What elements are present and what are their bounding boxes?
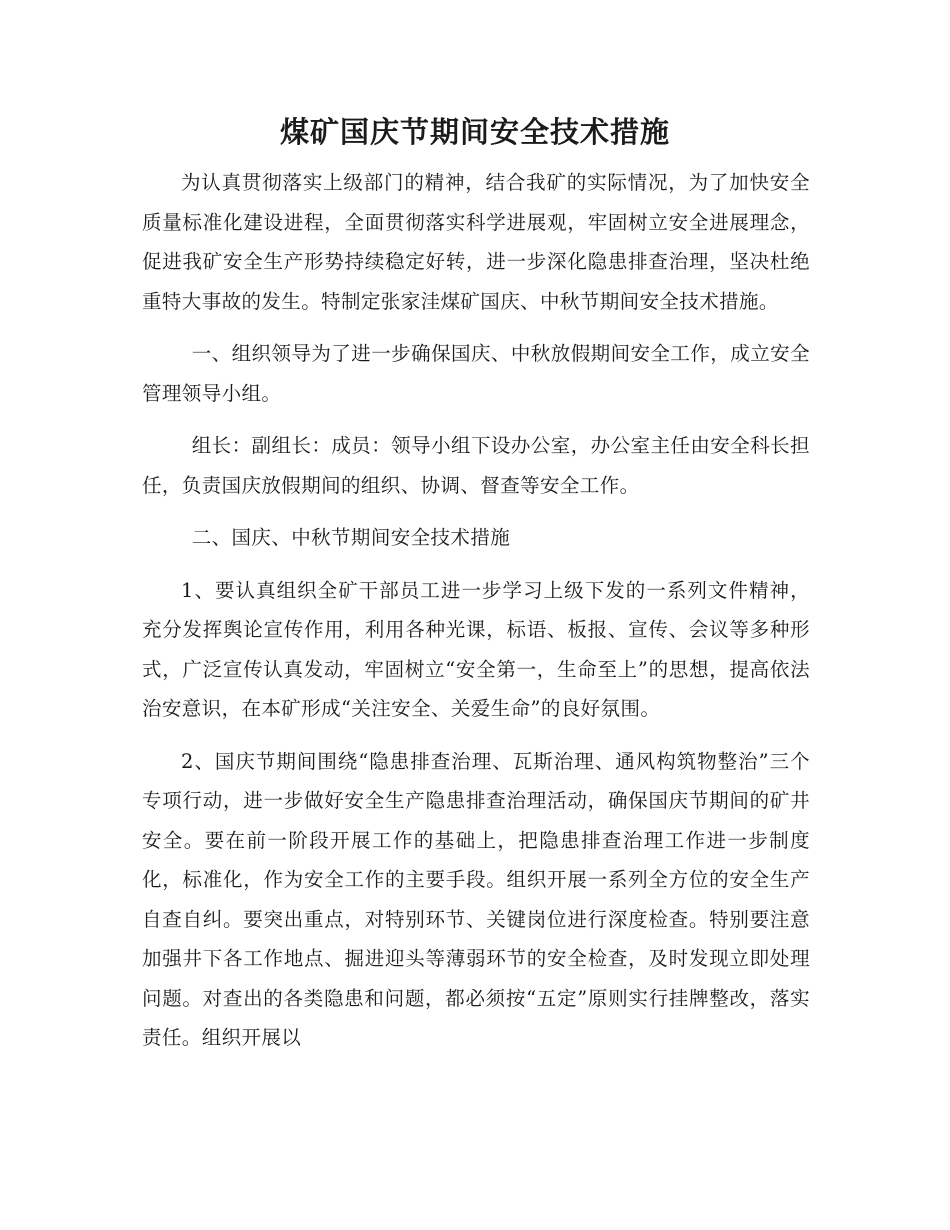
document-body bbox=[142, 163, 810, 1058]
paragraph-item-two: 2、国庆节期间围绕“隐患排查治理、瓦斯治理、通风构筑物整治”三个专项行动，进一步做好安全生产隐患排查治理活动，确保国庆节期间的矿井安全。要在前一阶段开展工作的基础上，把隐患排查治理工作进一步制度化，标准化，作为安全工作的主要手段。组织开展一系列全方位的安全生产自查自纠。要突出重点，对特别环节、关键岗位进行深度检查。特别要注意加强井下各工作地点、掘进迎头等薄弱环节的安全检查，及时发现立即处理问题。对查出的各类隐患和问题，都必须按“五定”原则实行挂牌整改，落实责任。组织开展以 bbox=[142, 749, 810, 1049]
paragraph-item-one: 1、要认真组织全矿干部员工进一步学习上级下发的一系列文件精神，充分发挥舆论宣传作用，利用各种光课，标语、板报、宣传、会议等多种形式，广泛宣传认真发动，牢固树立“安全第一，生命至上”的思想，提高依法治安意识，在本矿形成“关注安全、关爱生命”的良好氛围。 bbox=[142, 578, 810, 720]
paragraph-section-one: 一、组织领导为了进一步确保国庆、中秋放假期间安全工作，成立安全管理领导小组。 bbox=[142, 342, 810, 405]
document-title: 煤矿国庆节期间安全技术措施 bbox=[279, 115, 670, 149]
paragraph-section-two: 二、国庆、中秋节期间安全技术措施 bbox=[191, 526, 511, 549]
paragraph-intro: 为认真贯彻落实上级部门的精神，结合我矿的实际情况，为了加快安全质量标准化建设进程，全面贯彻落实科学进展观，牢固树立安全进展理念，促进我矿安全生产形势持续稳定好转，进一步深化隐患排查治理，坚决杜绝重特大事故的发生。特制定张家洼煤矿国庆、中秋节期间安全技术措施。 bbox=[142, 171, 810, 313]
paragraph-team-members: 组长：副组长：成员：领导小组下设办公室，办公室主任由安全科长担任，负责国庆放假期间的组织、协调、督查等安全工作。 bbox=[142, 434, 810, 497]
